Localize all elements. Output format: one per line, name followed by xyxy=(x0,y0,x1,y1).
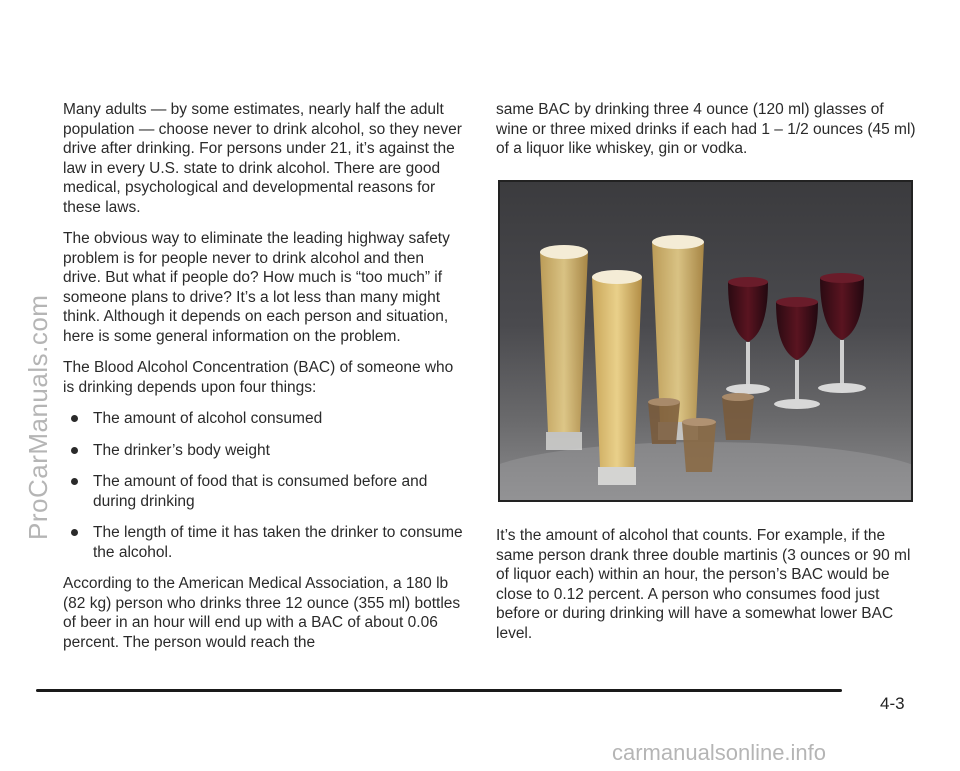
list-item: The drinker’s body weight xyxy=(63,441,463,461)
ama-paragraph: According to the American Medical Association, a 180 lb (82 kg) person who drinks three 12 ounce (355 ml) bottles of beer in an hour will end up with a BAC of about 0.06 percent. The person would reach the xyxy=(63,575,461,651)
intro-paragraph: Many adults — by some estimates, nearly half the adult population — choose never to drink alcohol, so they never drive after drinking. For persons under 21, it’s against the law in every U.S. state to drink alcohol. There are good medical, psychological and developmental reasons for these laws. xyxy=(63,101,462,216)
list-item: The amount of food that is consumed before and during drinking xyxy=(63,472,463,511)
shot-glass xyxy=(648,398,680,444)
shot-glass xyxy=(682,418,716,472)
drinks-illustration xyxy=(500,182,911,500)
photo-caption-paragraph: It’s the amount of alcohol that counts. For example, if the same person drank three double martinis (3 ounces or 90 ml of liquor each) within an hour, the person’s BAC would be close to 0.12 percent. A person who consumes food just before or during drinking will have a somewhat lower BAC level. xyxy=(496,527,911,642)
drinks-photo xyxy=(498,180,913,502)
bac-factors-list xyxy=(63,409,463,562)
wine-glass xyxy=(818,273,866,393)
wine-paragraph: same BAC by drinking three 4 ounce (120 ml) glasses of wine or three mixed drinks if each had 1 – 1/2 ounces (45 ml) of a liquor like whiskey, gin or vodka. xyxy=(496,101,916,157)
shot-glass xyxy=(722,393,754,440)
side-watermark: ProCarManuals.com xyxy=(23,294,53,540)
list-item: The amount of alcohol consumed xyxy=(63,409,463,429)
wine-glass xyxy=(774,297,820,409)
wine-glass xyxy=(726,277,770,394)
right-column xyxy=(496,100,916,171)
footer-rule xyxy=(36,689,842,692)
bac-factors-paragraph: The Blood Alcohol Concentration (BAC) of someone who is drinking depends upon four things: xyxy=(63,359,454,396)
left-column xyxy=(63,100,463,664)
list-item: The length of time it has taken the drinker to consume the alcohol. xyxy=(63,523,463,562)
page-number: 4-3 xyxy=(880,694,905,713)
bottom-watermark: carmanualsonline.info xyxy=(612,740,827,765)
beer-glass xyxy=(540,245,588,450)
highway-safety-paragraph: The obvious way to eliminate the leading highway safety problem is for people never to drink alcohol and then drive. But what if people do? How much is “too much” if someone plans to drive? It’s a lot less than many might think. Although it depends on each person and situation, here is some general information on the problem. xyxy=(63,230,450,345)
beer-glass xyxy=(592,270,642,485)
